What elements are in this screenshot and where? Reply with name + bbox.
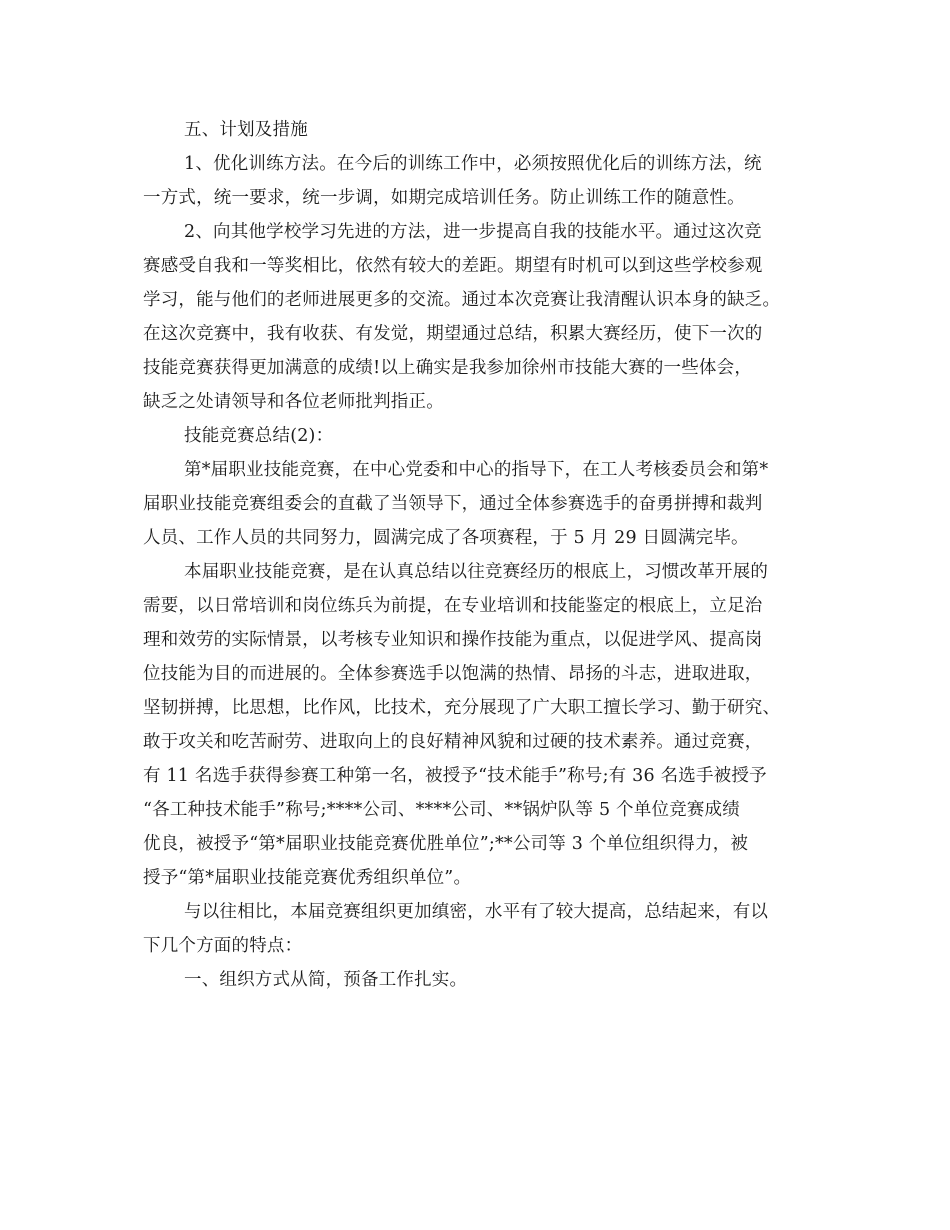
paragraph-line: 第*届职业技能竞赛，在中心党委和中心的指导下，在工人考核委员会和第* [184, 460, 769, 480]
paragraph-line: 届职业技能竞赛组委会的直截了当领导下，通过全体参赛选手的奋勇拼搏和裁判 [143, 494, 763, 514]
paragraph-line: 1、优化训练方法。在今后的训练工作中，必须按照优化后的训练方法，统 [184, 154, 762, 174]
paragraph-line: “各工种技术能手”称号;****公司、****公司、**锅炉队等 5 个单位竞赛成绩 [143, 800, 740, 820]
paragraph-line: 赛感受自我和一等奖相比，依然有较大的差距。期望有时机可以到这些学校参观 [143, 256, 763, 276]
paragraph-line: 下几个方面的特点： [143, 936, 303, 956]
paragraph-line: 在这次竞赛中，我有收获、有发觉，期望通过总结，积累大赛经历，使下一次的 [143, 324, 763, 344]
paragraph-line: 人员、工作人员的共同努力，圆满完成了各项赛程，于 5 月 29 日圆满完毕。 [143, 528, 749, 548]
paragraph-line: 2、向其他学校学习先进的方法，进一步提高自我的技能水平。通过这次竞 [184, 222, 762, 242]
paragraph-line: 坚韧拼搏，比思想，比作风，比技术，充分展现了广大职工擅长学习、勤于研究、 [143, 698, 781, 718]
paragraph-line: 一方式，统一要求，统一步调，如期完成培训任务。防止训练工作的随意性。 [143, 188, 745, 208]
paragraph-line: 敢于攻关和吃苦耐劳、进取向上的良好精神风貌和过硬的技术素养。通过竞赛， [143, 732, 763, 752]
paragraph-line: 缺乏之处请领导和各位老师批判指正。 [143, 392, 444, 412]
paragraph-line: 学习，能与他们的老师进展更多的交流。通过本次竞赛让我清醒认识本身的缺乏。 [143, 290, 781, 310]
section-heading: 技能竞赛总结(2)： [184, 426, 334, 446]
section-heading: 五、计划及措施 [184, 120, 308, 140]
paragraph-line: 授予“第*届职业技能竞赛优秀组织单位”。 [143, 868, 472, 888]
section-heading: 一、组织方式从简，预备工作扎实。 [184, 970, 468, 990]
paragraph-line: 位技能为目的而进展的。全体参赛选手以饱满的热情、昂扬的斗志，进取进取， [143, 664, 763, 684]
paragraph-line: 理和效劳的实际情景，以考核专业知识和操作技能为重点，以促进学风、提高岗 [143, 630, 763, 650]
paragraph-line: 需要，以日常培训和岗位练兵为前提，在专业培训和技能鉴定的根底上，立足治 [143, 596, 763, 616]
paragraph-line: 技能竞赛获得更加满意的成绩!以上确实是我参加徐州市技能大赛的一些体会， [143, 358, 753, 378]
paragraph-line: 本届职业技能竞赛，是在认真总结以往竞赛经历的根底上，习惯改革开展的 [184, 562, 769, 582]
paragraph-line: 与以往相比，本届竞赛组织更加缜密，水平有了较大提高，总结起来，有以 [184, 902, 769, 922]
paragraph-line: 有 11 名选手获得参赛工种第一名，被授予“技术能手”称号;有 36 名选手被授予 [143, 766, 767, 786]
paragraph-line: 优良，被授予“第*届职业技能竞赛优胜单位”;**公司等 3 个单位组织得力，被 [143, 834, 749, 854]
